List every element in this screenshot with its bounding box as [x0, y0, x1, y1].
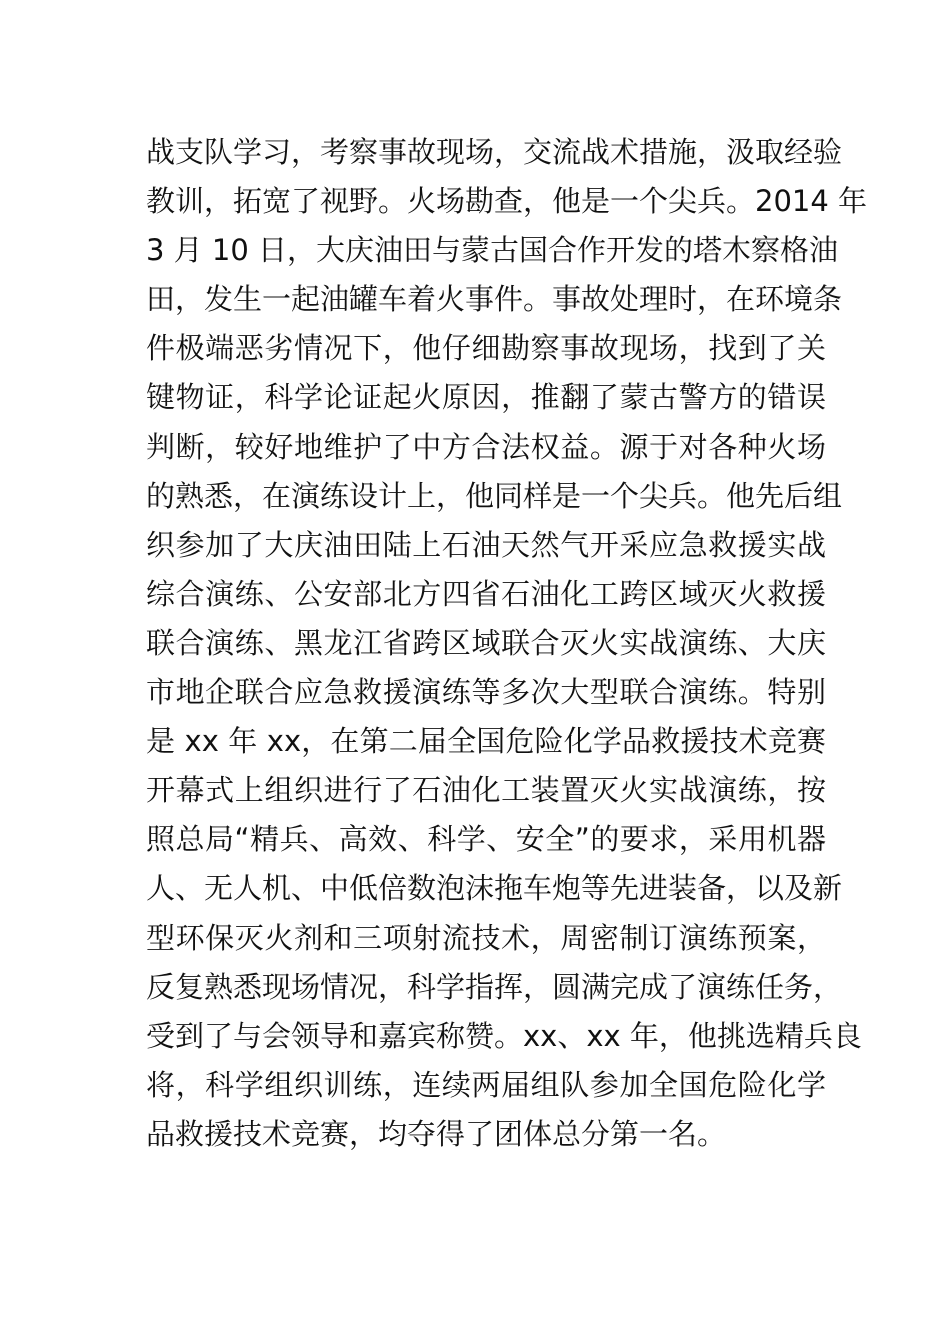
- text-line-4: 田，发生一起油罐车着火事件。事故处理时，在环境条: [146, 282, 843, 317]
- text-line-12: 市地企联合应急救援演练等多次大型联合演练。特别: [146, 675, 826, 710]
- text-line-7: 判断，较好地维护了中方合法权益。源于对各种火场: [146, 429, 826, 464]
- text-line-17: 型环保灭火剂和三项射流技术，周密制订演练预案，: [146, 920, 826, 955]
- body-text: [146, 128, 868, 1159]
- text-line-10: 综合演练、公安部北方四省石油化工跨区域灭火救援: [146, 576, 826, 611]
- text-line-14: 开幕式上组织进行了石油化工装置灭火实战演练，按: [146, 773, 826, 808]
- text-line-8: 的熟悉，在演练设计上，他同样是一个尖兵。他先后组: [146, 478, 843, 513]
- text-line-21: 品救援技术竞赛，均夺得了团体总分第一名。: [146, 1116, 727, 1151]
- text-line-3: 3 月 10 日，大庆油田与蒙古国合作开发的塔木察格油: [146, 233, 839, 268]
- text-line-18: 反复熟悉现场情况，科学指挥，圆满完成了演练任务，: [146, 969, 843, 1004]
- text-line-11: 联合演练、黑龙江省跨区域联合灭火实战演练、大庆: [146, 625, 826, 660]
- text-line-16: 人、无人机、中低倍数泡沫拖车炮等先进装备，以及新: [146, 871, 843, 906]
- text-line-19: 受到了与会领导和嘉宾称赞。xx、xx 年，他挑选精兵良: [146, 1018, 862, 1053]
- text-line-13: 是 xx 年 xx，在第二届全国危险化学品救援技术竞赛: [146, 724, 826, 759]
- text-line-15: 照总局“精兵、高效、科学、安全”的要求，采用机器: [146, 822, 826, 857]
- text-line-1: 战支队学习，考察事故现场，交流战术措施，汲取经验: [146, 135, 843, 169]
- text-line-5: 件极端恶劣情况下，他仔细勘察事故现场，找到了关: [146, 331, 826, 366]
- text-line-20: 将，科学组织训练，连续两届组队参加全国危险化学: [146, 1067, 826, 1102]
- text-line-2: 教训，拓宽了视野。火场勘查，他是一个尖兵。2014 年: [146, 184, 868, 219]
- text-line-9: 织参加了大庆油田陆上石油天然气开采应急救援实战: [146, 527, 826, 562]
- text-line-6: 键物证，科学论证起火原因，推翻了蒙古警方的错误: [146, 380, 826, 415]
